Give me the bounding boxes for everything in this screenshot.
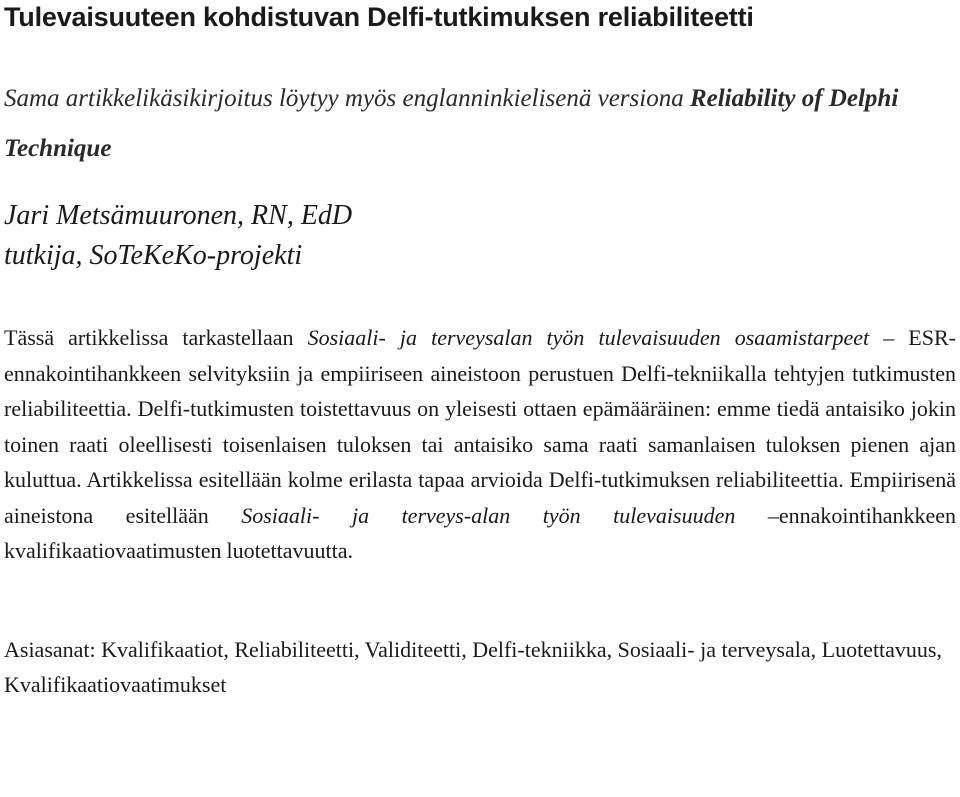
translation-note [4,74,956,174]
keywords: Asiasanat: Kvalifikaatiot, Reliabiliteetti, Validiteetti, Delfi-tekniikka, Sosiaali- ja terveysala, Luotettavuus, Kvalifikaatiovaatimukset [4,636,942,697]
author-name: Jari Metsämuuronen, RN, EdD [4,200,353,231]
english-version-title: Reliability of Delphi Technique [4,85,899,162]
abstract-text-2: – ESR-ennakointihankkeen selvityksiin ja empiiriseen aineistoon perustuen Delfi-tekniikalla tehtyjen tutkimusten reliabiliteettia. Delfi-tutkimusten toistettavuus on yleisesti ottaen epämääräinen: emme tiedä antaisiko jokin toinen raati oleellisesti toisenlaisen tuloksen tai antaisiko sama raati samanlaisen tuloksen pienen ajan kuluttua. Artikkelissa esitellään kolme erilasta tapaa arvioida Delfi-tutkimuksen reliabiliteettia. Empiirisenä aineistona esitellään [4,325,956,528]
document-page [4,0,956,702]
document-title: Tulevaisuuteen kohdistuvan Delfi-tutkimuksen reliabiliteetti [4,2,754,32]
abstract-paragraph [4,320,956,569]
translation-note-text: Sama artikkelikäsikirjoitus löytyy myös englanninkielisenä versiona [4,85,690,112]
abstract-italic-1: Sosiaali- ja terveysalan työn tulevaisuuden osaamistarpeet [307,325,870,350]
abstract-text-3: –ennakointihankkeen kvalifikaatiovaatimusten luotettavuutta. [4,502,957,563]
author-role: tutkija, SoTeKeKo-projekti [4,240,303,271]
abstract-text-1: Tässä artikkelissa tarkastellaan [4,325,308,350]
abstract-italic-2: Sosiaali- ja terveys-alan työn tulevaisuuden [241,502,736,528]
author-block [4,196,956,276]
